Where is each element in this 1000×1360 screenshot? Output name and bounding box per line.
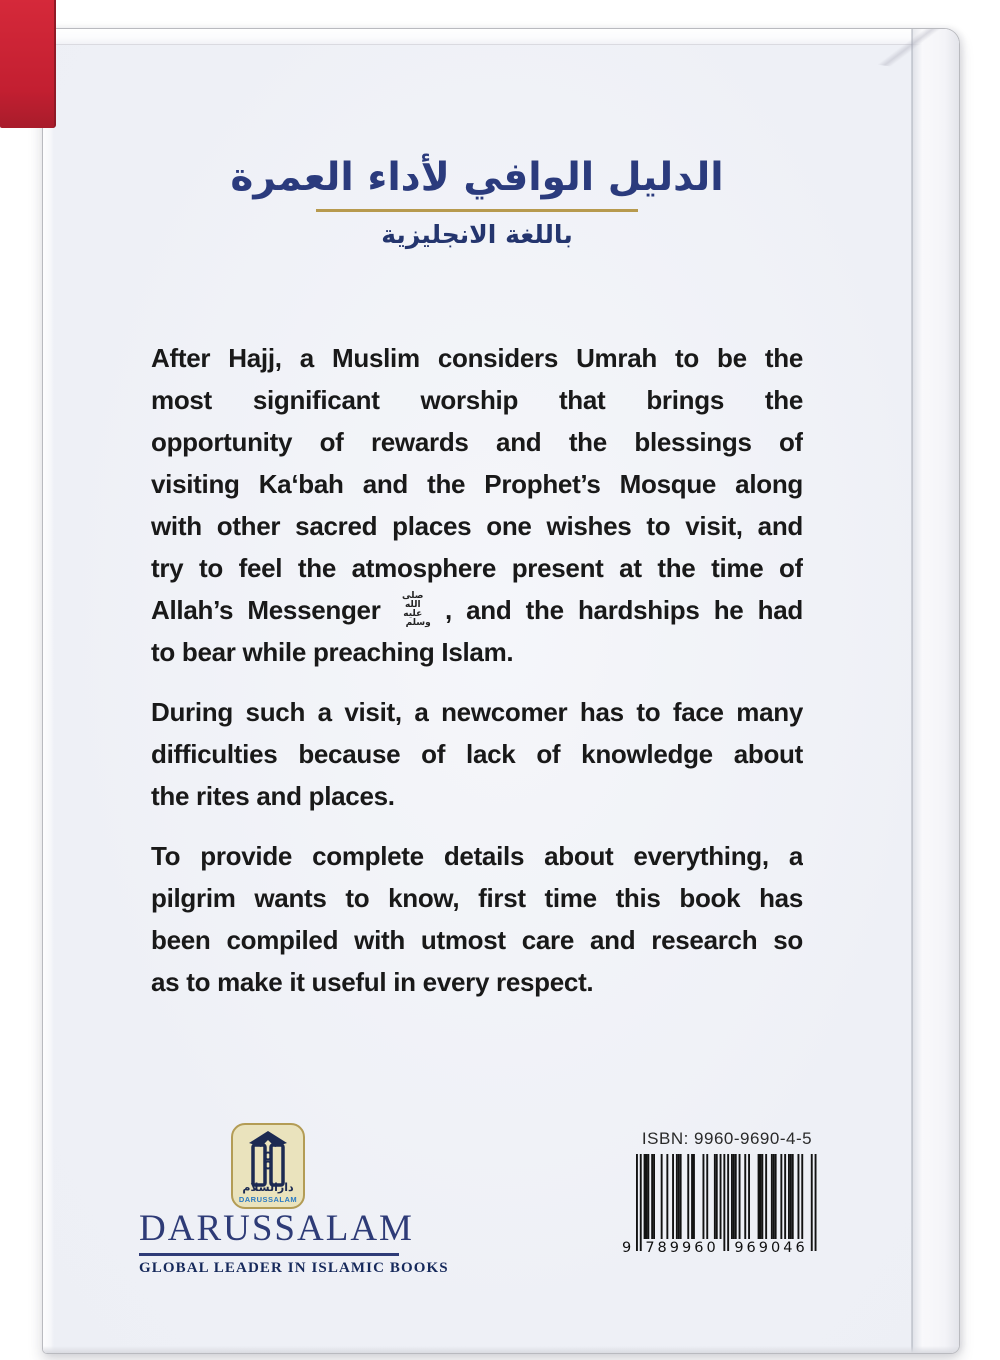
barcode <box>622 1154 818 1272</box>
publisher-rule <box>139 1253 399 1256</box>
red-corner-strip <box>0 0 56 128</box>
blurb-paragraph <box>151 691 803 817</box>
blurb-text <box>151 337 803 1021</box>
prophet-honorific-symbol: صلى الله عليه وسلم <box>402 591 431 628</box>
blurb-line: try to feel the atmosphere present at the time of <box>151 553 803 583</box>
blurb-paragraph <box>151 337 803 673</box>
barcode-digits-right: 969046 <box>734 1240 808 1256</box>
isbn-block <box>622 1129 827 1272</box>
isbn-label: ISBN: 9960-9690-4-5 <box>641 1129 813 1148</box>
logo-arabic-calligraphy: دارالسلام <box>242 1181 294 1194</box>
blurb-line: most significant worship that brings the <box>151 385 803 415</box>
arabic-title: الدليل الوافي لأداء العمرة <box>230 155 724 200</box>
cover-corner-crease <box>872 28 948 74</box>
blurb-line: pilgrim wants to know, first time this book has <box>151 883 803 913</box>
book-bottom-shadow <box>43 1346 959 1353</box>
book-spine-hinge <box>912 29 959 1353</box>
blurb-paragraph <box>151 835 803 1003</box>
book-hinge-groove <box>911 29 913 1353</box>
book-left-page-edge <box>43 29 54 1353</box>
publisher-name: DARUSSALAM <box>139 1208 414 1249</box>
barcode-digit-lead: 9 <box>622 1240 632 1256</box>
blurb-line: difficulties because of lack of knowledge about <box>151 739 803 769</box>
logo-badge-caption: DARUSSALAM <box>238 1195 298 1204</box>
blurb-line: as to make it useful in every respect. <box>151 967 594 997</box>
book-top-page-edge <box>43 29 959 45</box>
publisher-tagline: GLOBAL LEADER IN ISLAMIC BOOKS <box>139 1260 449 1276</box>
blurb-line: with other sacred places one wishes to visit, and <box>151 511 803 541</box>
blurb-line: During such a visit, a newcomer has to face many <box>151 697 803 727</box>
blurb-line: opportunity of rewards and the blessings of <box>151 427 803 457</box>
title-block <box>119 155 835 249</box>
blurb-line: to bear while preaching Islam. <box>151 637 514 667</box>
barcode-bars <box>636 1154 818 1252</box>
publisher-block <box>139 1207 449 1277</box>
logo-book-icon <box>231 1123 305 1209</box>
book-back-cover <box>42 28 960 1354</box>
blurb-line: the rites and places. <box>151 781 395 811</box>
blurb-line: Allah’s Messenger صلى الله عليه وسلم , and the hardships he had <box>151 591 803 628</box>
blurb-line: been compiled with utmost care and research so <box>151 925 803 955</box>
darussalam-logo-badge <box>231 1123 305 1209</box>
barcode-digits-left: 789960 <box>645 1240 719 1256</box>
blurb-line: visiting Ka‘bah and the Prophet’s Mosque along <box>151 469 803 499</box>
arabic-subtitle: باللغة الانجليزية <box>381 220 573 249</box>
title-gold-underline <box>316 209 638 212</box>
blurb-line: To provide complete details about everything, a <box>151 841 803 871</box>
blurb-line: After Hajj, a Muslim considers Umrah to be the <box>151 343 803 373</box>
